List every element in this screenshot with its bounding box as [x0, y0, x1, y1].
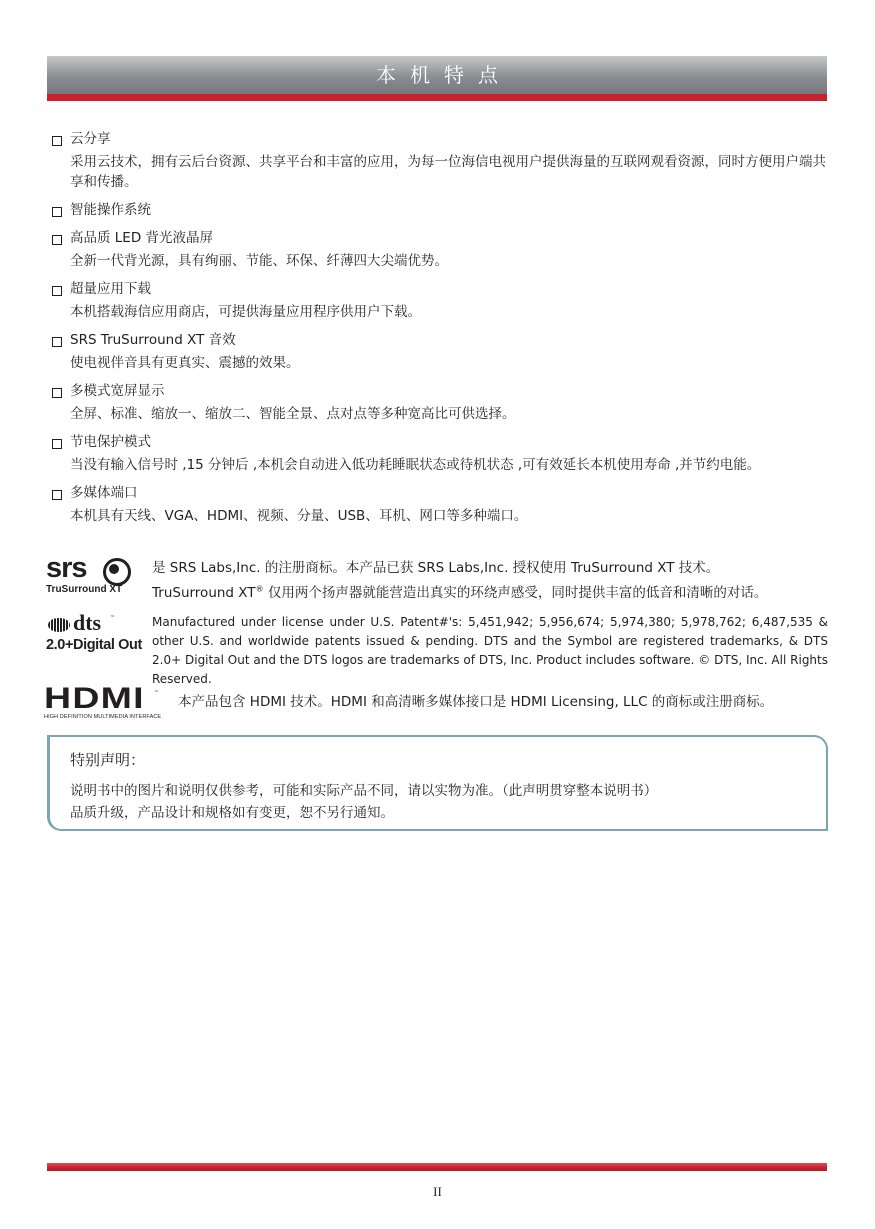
dts-logo [46, 610, 142, 657]
feature-desc: 本机具有天线、VGA、HDMI、视频、分量、USB、耳机、网口等多种端口。 [70, 508, 528, 524]
feature-item-cloud-share [50, 129, 835, 192]
feature-list [50, 129, 835, 534]
feature-title: 多媒体端口 [70, 485, 138, 501]
notice-line: 说明书中的图片和说明仅供参考，可能和实际产品不同，请以实物为准。（此声明贯穿整本说明书） [70, 783, 658, 799]
feature-title: 超量应用下载 [70, 281, 151, 297]
srs-line2-body: 仅用两个扬声器就能营造出真实的环绕声感受，同时提供丰富的低音和清晰的对话。 [263, 585, 768, 601]
srs-logo-text: srs [46, 552, 87, 584]
feature-desc: 本机搭载海信应用商店，可提供海量应用程序供用户下载。 [70, 304, 421, 320]
feature-title: 高品质 LED 背光液晶屏 [70, 230, 214, 246]
feature-title: 多模式宽屏显示 [70, 383, 165, 399]
feature-title: 智能操作系统 [70, 202, 151, 218]
registered-mark: ® [255, 584, 264, 594]
checkbox-icon [52, 286, 62, 296]
checkbox-icon [52, 388, 62, 398]
srs-description-text [152, 581, 767, 601]
feature-item-app-download [50, 279, 835, 322]
hdmi-tm-mark: ™ [154, 690, 159, 696]
feature-desc: 当没有输入信号时 ,15 分钟后 ,本机会自动进入低功耗睡眠状态或待机状态 ,可有效延长本机使用寿命 ,并节约电能。 [70, 457, 761, 473]
srs-logo [46, 552, 136, 596]
feature-item-power-save [50, 432, 835, 475]
srs-logo-subtitle: TruSurround XT [46, 584, 123, 595]
feature-item-media-ports [50, 483, 835, 526]
footer-red-rule [47, 1163, 827, 1171]
checkbox-icon [52, 439, 62, 449]
dts-logo-subtitle: 2.0+Digital Out [46, 637, 142, 653]
feature-desc: 全新一代背光源，具有绚丽、节能、环保、纤薄四大尖端优势。 [70, 253, 448, 269]
feature-title: SRS TruSurround XT 音效 [70, 332, 236, 348]
dts-license-text: Manufactured under license under U.S. Patent#'s: 5,451,942; 5,956,674; 5,974,380; 5,978,762; 6,487,535 & other U.S. and worldwide patents issued & pending. DTS and the Symbol are registered trademarks, & DTS 2.0+ Digital Out and the DTS logos are trademarks of DTS, Inc. Product includes software. © DTS, Inc. All Rights Reserved. [152, 615, 828, 686]
hdmi-logo-subtitle: HIGH DEFINITION MULTIMEDIA INTERFACE [44, 714, 162, 720]
srs-trademark-text: 是 SRS Labs,Inc. 的注册商标。本产品已获 SRS Labs,Inc. 授权使用 TruSurround XT 技术。 [152, 560, 720, 576]
feature-title: 云分享 [70, 131, 111, 147]
hdmi-logo-text: HDMI [44, 682, 145, 715]
notice-title: 特别声明： [70, 751, 146, 769]
feature-desc: 全屏、标准、缩放一、缩放二、智能全景、点对点等多种宽高比可供选择。 [70, 406, 516, 422]
dts-tm-mark: ™ [110, 615, 115, 621]
feature-item-srs-audio [50, 330, 835, 373]
page-header [47, 56, 827, 102]
feature-desc: 使电视伴音具有更真实、震撼的效果。 [70, 355, 300, 371]
feature-item-wide-screen [50, 381, 835, 424]
feature-item-led-screen [50, 228, 835, 271]
checkbox-icon [52, 235, 62, 245]
feature-item-smart-os [50, 200, 835, 220]
notice-line: 品质升级，产品设计和规格如有变更，恕不另行通知。 [70, 805, 394, 821]
header-red-rule [47, 94, 827, 101]
hdmi-logo [44, 682, 162, 722]
feature-title: 节电保护模式 [70, 434, 151, 450]
dts-disc-icon [48, 618, 70, 632]
checkbox-icon [52, 490, 62, 500]
checkbox-icon [52, 337, 62, 347]
special-notice-box [47, 735, 828, 831]
page-number: II [433, 1184, 442, 1199]
feature-desc: 采用云技术，拥有云后台资源、共享平台和丰富的应用，为每一位海信电视用户提供海量的互联网观看资源，同时方便用户端共享和传播。 [70, 154, 826, 190]
srs-line2-brand: TruSurround XT [152, 585, 256, 601]
checkbox-icon [52, 136, 62, 146]
srs-dot-icon [109, 564, 119, 574]
hdmi-trademark-text: 本产品包含 HDMI 技术。HDMI 和高清晰多媒体接口是 HDMI Licensing, LLC 的商标或注册商标。 [178, 694, 774, 710]
checkbox-icon [52, 207, 62, 217]
page-title: 本机特点 [376, 63, 512, 87]
dts-logo-text: dts [73, 610, 102, 635]
